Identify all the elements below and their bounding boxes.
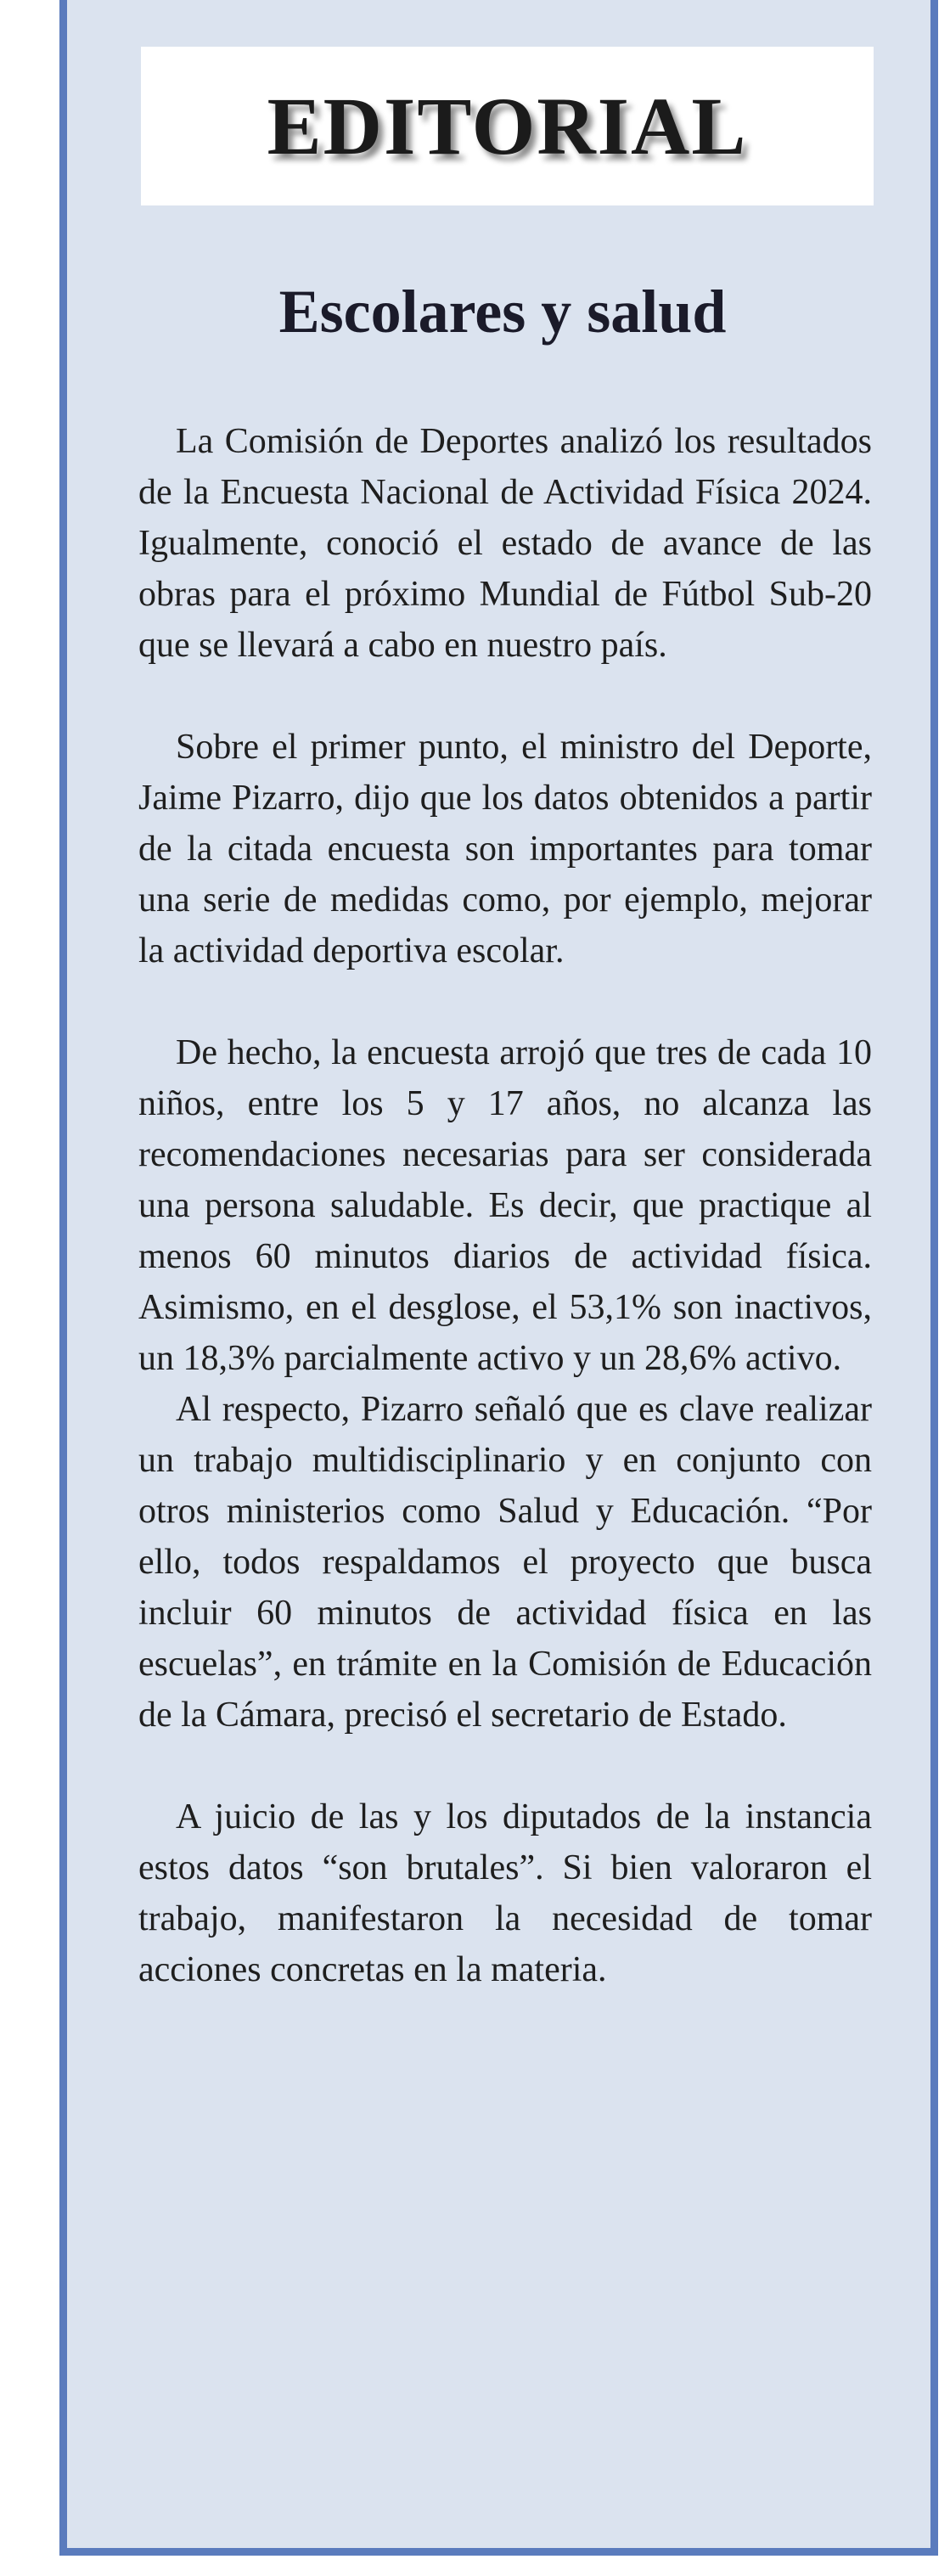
masthead-banner	[141, 47, 874, 205]
article-paragraph: La Comisión de Deportes analizó los resultados de la Encuesta Nacional de Actividad Física 2024. Igualmente, conoció el estado de avance de las obras para el próximo Mundial de Fútbol Sub-20 que se llevará a cabo en nuestro país.	[138, 422, 872, 665]
article-paragraph: De hecho, la encuesta arrojó que tres de cada 10 niños, entre los 5 y 17 años, no alcanza las recomendaciones necesarias para ser considerada una persona saludable. Es decir, que practique al menos 60 minutos diarios de actividad física. Asimismo, en el desglose, el 53,1% son inactivos, un 18,3% parcialmente activo y un 28,6% activo.	[138, 1033, 872, 1378]
editorial-panel	[59, 0, 938, 2556]
article-paragraph: A juicio de las y los diputados de la instancia estos datos “son brutales”. Si bien valoraron el trabajo, manifestaron la necesidad de tomar acciones concretas en la materia.	[138, 1797, 872, 1989]
article-body	[138, 416, 872, 1995]
article-headline: Escolares y salud	[278, 278, 727, 346]
masthead-title: EDITORIAL	[267, 80, 748, 172]
article-paragraph: Sobre el primer punto, el ministro del Deporte, Jaime Pizarro, dijo que los datos obtenidos a partir de la citada encuesta son importantes para tomar una serie de medidas como, por ejemplo, mejorar la actividad deportiva escolar.	[138, 728, 872, 970]
article-paragraph: Al respecto, Pizarro señaló que es clave realizar un trabajo multidisciplinario y en conjunto con otros ministerios como Salud y Educación. “Por ello, todos respaldamos el proyecto que busca incluir 60 minutos de actividad física en las escuelas”, en trámite en la Comisión de Educación de la Cámara, precisó el secretario de Estado.	[138, 1390, 872, 1735]
